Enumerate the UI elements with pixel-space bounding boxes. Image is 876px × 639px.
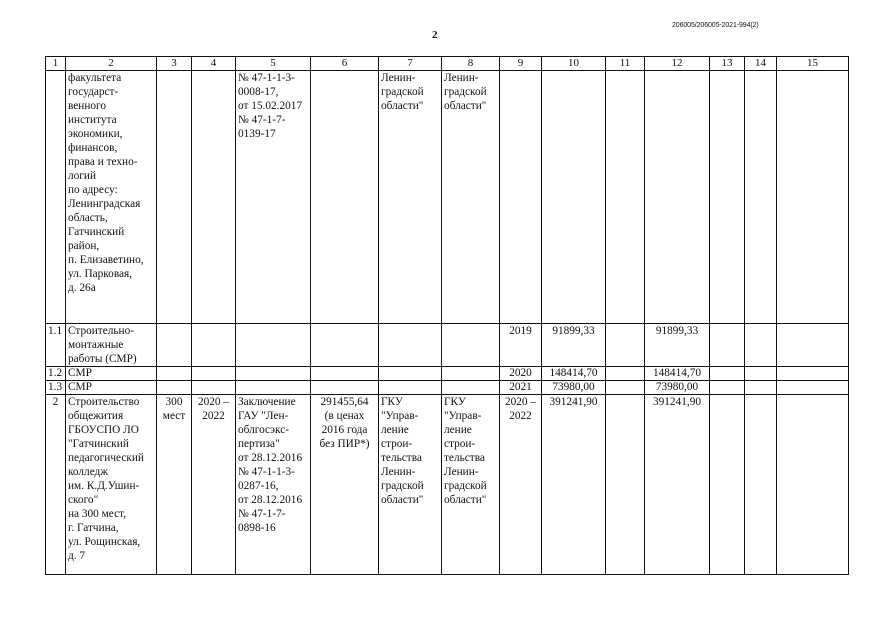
capacity-cell: [157, 367, 192, 381]
capacity-cell: 300 мест: [157, 395, 192, 575]
column-number-row: [46, 57, 849, 71]
object-name-cell: Строительство общежития ГБОУСПО ЛО "Гатчинский педагогический колледж им. К.Д.Ушин- ского" на 300 мест, г. Гатчина, ул. Рощинская, д. 7: [66, 395, 157, 575]
row-id-cell: 1.2: [46, 367, 66, 381]
years-cell: [192, 324, 236, 367]
regional-cell: [645, 71, 710, 324]
table-row: [46, 367, 849, 381]
developer-cell: [442, 324, 500, 367]
cost-cell: [311, 381, 379, 395]
total-cell: 391241,90: [542, 395, 606, 575]
developer-cell: [442, 381, 500, 395]
customer-cell: [379, 381, 442, 395]
object-name-cell: факультета государст- венного института экономики, финансов, права и техно- логий по адресу: Ленинградская область, Гатчинский район, п. Елизаветино, ул. Парковая, д. 26а: [66, 71, 157, 324]
col15-cell: [777, 367, 849, 381]
expertise-cell: [236, 381, 311, 395]
table-row: [46, 71, 849, 324]
col14-cell: [745, 324, 777, 367]
capacity-cell: [157, 71, 192, 324]
column-number: 10: [542, 57, 606, 71]
column-number: 2: [66, 57, 157, 71]
row-id-cell: 2: [46, 395, 66, 575]
col15-cell: [777, 71, 849, 324]
object-name-cell: СМР: [66, 381, 157, 395]
object-name-cell: СМР: [66, 367, 157, 381]
column-number: 14: [745, 57, 777, 71]
expertise-cell: [236, 324, 311, 367]
col15-cell: [777, 395, 849, 575]
regional-cell: 91899,33: [645, 324, 710, 367]
column-number: 6: [311, 57, 379, 71]
object-name-cell: Строительно- монтажные работы (СМР): [66, 324, 157, 367]
cost-cell: [311, 367, 379, 381]
column-number: 15: [777, 57, 849, 71]
federal-cell: [606, 367, 645, 381]
capacity-cell: [157, 324, 192, 367]
column-number: 8: [442, 57, 500, 71]
federal-cell: [606, 381, 645, 395]
expertise-cell: Заключение ГАУ "Лен- облгосэкс- пертиза" от 28.12.2016 № 47-1-1-3- 0287-16, от 28.12.2016 № 47-1-7- 0898-16: [236, 395, 311, 575]
column-number: 11: [606, 57, 645, 71]
col15-cell: [777, 324, 849, 367]
regional-cell: 148414,70: [645, 367, 710, 381]
years-cell: [192, 381, 236, 395]
years-cell: 2020 – 2022: [192, 395, 236, 575]
expertise-cell: [236, 367, 311, 381]
period-cell: 2019: [500, 324, 542, 367]
cost-cell: [311, 324, 379, 367]
years-cell: [192, 367, 236, 381]
col14-cell: [745, 367, 777, 381]
column-number: 12: [645, 57, 710, 71]
col14-cell: [745, 395, 777, 575]
total-cell: 148414,70: [542, 367, 606, 381]
row-id-cell: 1.3: [46, 381, 66, 395]
col13-cell: [710, 395, 745, 575]
total-cell: [542, 71, 606, 324]
document-reference: 206005/206005-2021-994(2): [672, 22, 759, 29]
col14-cell: [745, 71, 777, 324]
cost-cell: [311, 71, 379, 324]
column-number: 9: [500, 57, 542, 71]
column-number: 3: [157, 57, 192, 71]
customer-cell: Ленин- градской области": [379, 71, 442, 324]
expertise-cell: № 47-1-1-3- 0008-17, от 15.02.2017 № 47-1-7- 0139-17: [236, 71, 311, 324]
investment-program-table: [45, 56, 849, 575]
period-cell: 2020 – 2022: [500, 395, 542, 575]
column-number: 5: [236, 57, 311, 71]
period-cell: [500, 71, 542, 324]
total-cell: 91899,33: [542, 324, 606, 367]
col13-cell: [710, 381, 745, 395]
federal-cell: [606, 324, 645, 367]
column-number: 4: [192, 57, 236, 71]
developer-cell: [442, 367, 500, 381]
developer-cell: Ленин- градской области": [442, 71, 500, 324]
table-row: [46, 324, 849, 367]
federal-cell: [606, 71, 645, 324]
col13-cell: [710, 324, 745, 367]
developer-cell: ГКУ "Управ- ление строи- тельства Ленин- градской области": [442, 395, 500, 575]
customer-cell: [379, 367, 442, 381]
column-number: 1: [46, 57, 66, 71]
federal-cell: [606, 395, 645, 575]
col13-cell: [710, 367, 745, 381]
column-number: 7: [379, 57, 442, 71]
years-cell: [192, 71, 236, 324]
customer-cell: ГКУ "Управ- ление строи- тельства Ленин- градской области": [379, 395, 442, 575]
table-row: [46, 395, 849, 575]
total-cell: 73980,00: [542, 381, 606, 395]
col13-cell: [710, 71, 745, 324]
cost-cell: 291455,64 (в ценах 2016 года без ПИР*): [311, 395, 379, 575]
period-cell: 2020: [500, 367, 542, 381]
customer-cell: [379, 324, 442, 367]
col15-cell: [777, 381, 849, 395]
period-cell: 2021: [500, 381, 542, 395]
capacity-cell: [157, 381, 192, 395]
col14-cell: [745, 381, 777, 395]
row-id-cell: [46, 71, 66, 324]
row-id-cell: 1.1: [46, 324, 66, 367]
page-number: 2: [432, 29, 438, 41]
regional-cell: 391241,90: [645, 395, 710, 575]
column-number: 13: [710, 57, 745, 71]
table-row: [46, 381, 849, 395]
regional-cell: 73980,00: [645, 381, 710, 395]
